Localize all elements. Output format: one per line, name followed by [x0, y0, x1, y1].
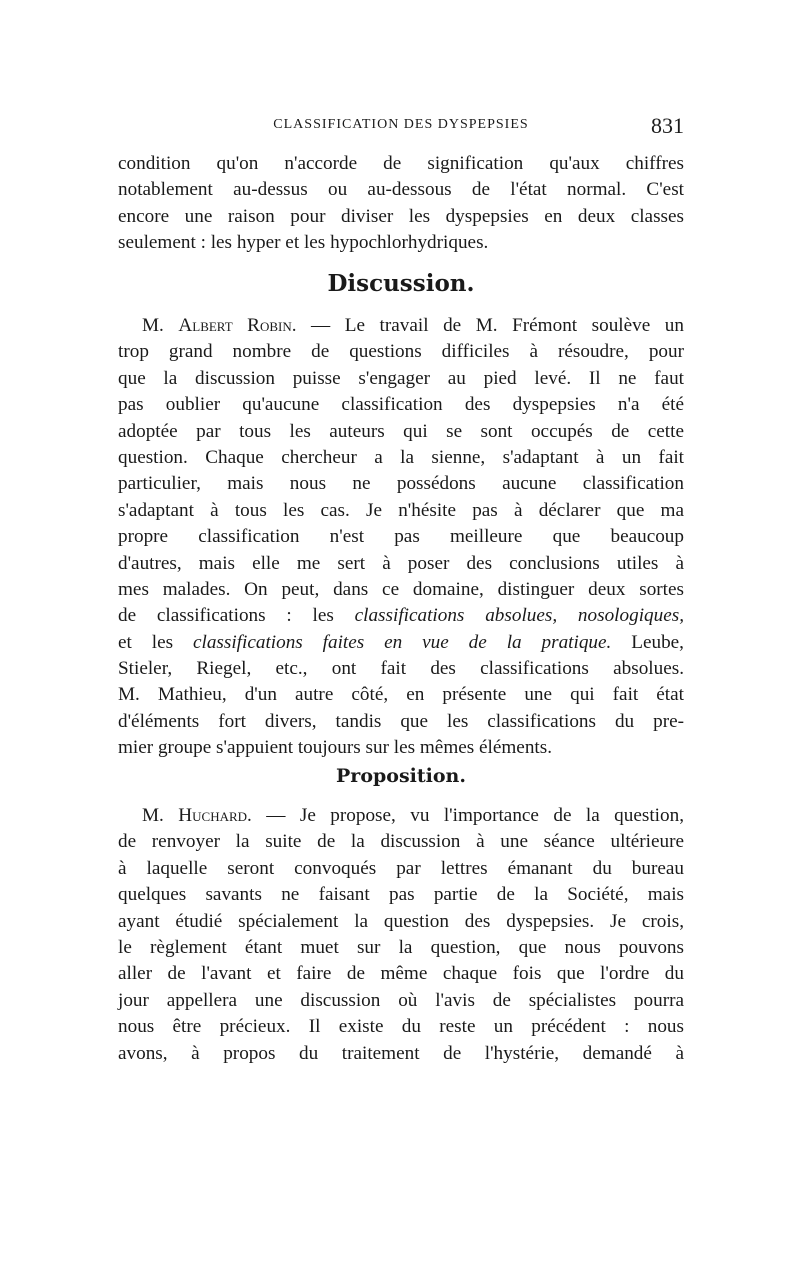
- paragraph-continuation: [118, 151, 684, 257]
- text-line: pas oublier qu'aucune classification des dyspepsies n'a été: [118, 394, 684, 416]
- text-run: et les: [118, 631, 193, 653]
- speaker-line-rest: . — Le travail de M. Frémont soulève un: [291, 315, 684, 336]
- text-line: mes malades. On peut, dans ce domaine, distinguer deux sortes: [118, 578, 684, 600]
- text-line: avons, à propos du traitement de l'hystérie, demandé à: [118, 1042, 684, 1064]
- text-line: [118, 603, 684, 629]
- text-line: que la discussion puisse s'engager au pied levé. Il ne faut: [118, 367, 684, 389]
- text-line: d'autres, mais elle me sert à poser des conclusions utiles à: [118, 552, 684, 574]
- speaker-name: Huchard: [178, 805, 248, 826]
- text-line: encore une raison pour diviser les dyspepsies en deux classes: [118, 205, 684, 227]
- text-line: d'éléments fort divers, tandis que les classifications du pre-: [118, 710, 684, 732]
- text-line: [118, 803, 684, 829]
- text-line: seulement : les hyper et les hypochlorhydriques.: [118, 232, 489, 254]
- paragraph-huchard: [118, 803, 684, 1067]
- italic-text-run: classifications absolues, nosologiques,: [354, 605, 684, 627]
- text-line: mier groupe s'appuient toujours sur les mêmes éléments.: [118, 737, 553, 759]
- page-number: 831: [651, 113, 684, 138]
- text-line: à laquelle seront convoqués par lettres émanant du bureau: [118, 857, 684, 879]
- text-line: s'adaptant à tous les cas. Je n'hésite pas à déclarer que ma: [118, 499, 684, 521]
- text-line: particulier, mais nous ne possédons aucune classification: [118, 473, 684, 495]
- text-line: Stieler, Riegel, etc., ont fait des classifications absolues.: [118, 658, 684, 680]
- speaker-prefix: M.: [142, 315, 179, 336]
- text-line: question. Chaque chercheur a la sienne, s'adaptant à un fait: [118, 446, 684, 468]
- running-head-title: CLASSIFICATION DES DYSPEPSIES: [273, 117, 529, 132]
- text-run: de classifications : les: [118, 605, 355, 627]
- paragraph-albert-robin: [118, 313, 684, 762]
- text-line: jour appellera une discussion où l'avis de spécialistes pourra: [118, 989, 684, 1011]
- text-line: le règlement étant muet sur la question, que nous pouvons: [118, 936, 684, 958]
- speaker-prefix: M.: [142, 805, 179, 826]
- text-line: [118, 313, 684, 339]
- section-heading-proposition: Proposition.: [336, 765, 466, 787]
- text-line: aller de l'avant et faire de même chaque fois que l'ordre du: [118, 963, 684, 985]
- text-line: adoptée par tous les auteurs qui se sont occupés de cette: [118, 420, 684, 442]
- italic-text-run: classifications faites en vue de la pratique.: [192, 631, 612, 653]
- text-line: [118, 630, 684, 656]
- speaker-name: Albert Robin: [178, 315, 292, 336]
- text-line: M. Mathieu, d'un autre côté, en présente une qui fait état: [118, 684, 684, 706]
- running-head: [118, 113, 684, 141]
- speaker-line-rest: . — Je propose, vu l'importance de la question,: [247, 805, 684, 826]
- text-line: notablement au-dessus ou au-dessous de l'état normal. C'est: [118, 179, 684, 201]
- section-heading-discussion: Discussion.: [327, 270, 475, 297]
- text-line: de renvoyer la suite de la discussion à une séance ultérieure: [118, 831, 684, 853]
- text-line: quelques savants ne faisant pas partie de la Société, mais: [118, 884, 684, 906]
- text-run: Leube,: [611, 631, 684, 653]
- text-line: nous être précieux. Il existe du reste un précédent : nous: [118, 1016, 684, 1038]
- text-line: trop grand nombre de questions difficiles à résoudre, pour: [118, 341, 684, 363]
- text-line: condition qu'on n'accorde de signification qu'aux chiffres: [118, 153, 684, 174]
- text-line: ayant étudié spécialement la question des dyspepsies. Je crois,: [118, 910, 684, 932]
- text-line: propre classification n'est pas meilleure que beaucoup: [118, 526, 684, 548]
